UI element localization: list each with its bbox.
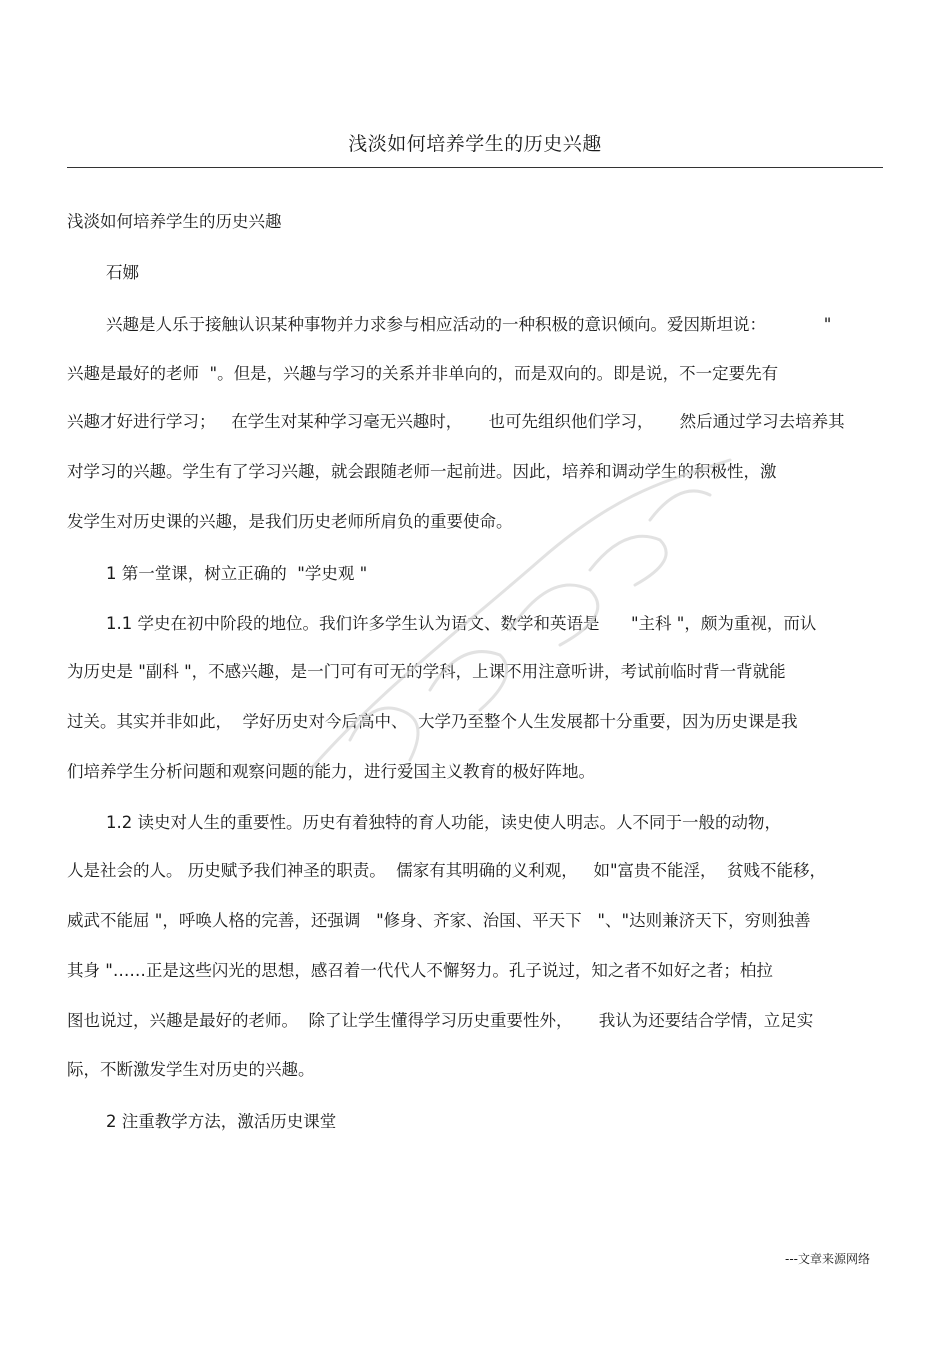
paragraph-line: 际，不断激发学生对历史的兴趣。 — [67, 1060, 315, 1079]
paragraph-line: 图也说过，兴趣是最好的老师。 除了让学生懂得学习历史重要性外， 我认为还要结合学情，立足实 — [67, 1011, 814, 1030]
paragraph-line: 其身 "……正是这些闪光的思想，感召着一代代人不懈努力。孔子说过，知之者不如好之者；柏拉 — [67, 961, 773, 980]
paragraph-line: 兴趣是人乐于接触认识某种事物并力求参与相应活动的一种积极的意识倾向。爱因斯坦说： " — [106, 315, 832, 334]
paragraph-line: 过关。其实并非如此， 学好历史对今后高中、 大学乃至整个人生发展都十分重要，因为历史课是我 — [67, 712, 798, 731]
section-heading-1: 1 第一堂课，树立正确的 "学史观 " — [106, 564, 368, 583]
paragraph-line: 兴趣是最好的老师 "。但是，兴趣与学习的关系并非单向的，而是双向的。即是说，不一定要先有 — [67, 364, 779, 383]
section-heading-2: 2 注重教学方法，激活历史课堂 — [106, 1112, 337, 1131]
paragraph-line: 们培养学生分析问题和观察问题的能力，进行爱国主义教育的极好阵地。 — [67, 762, 595, 781]
paragraph-line: 人是社会的人。 历史赋予我们神圣的职责。 儒家有其明确的义利观， 如"富贵不能淫， 贫贱不能移， — [67, 861, 827, 880]
paragraph-line: 1.1 学史在初中阶段的地位。我们许多学生认为语文、数学和英语是 "主科 "，颇为重视，而认 — [106, 614, 817, 633]
header-divider — [67, 167, 883, 168]
article-title: 浅淡如何培养学生的历史兴趣 — [67, 212, 282, 231]
paragraph-line: 发学生对历史课的兴趣，是我们历史老师所肩负的重要使命。 — [67, 512, 513, 531]
page-header-title: 浅淡如何培养学生的历史兴趣 — [348, 133, 602, 155]
paragraph-line: 威武不能屈 "，呼唤人格的完善，还强调 "修身、齐家、治国、平天下 "、"达则兼济天下，穷则独善 — [67, 911, 811, 930]
paragraph-line: 为历史是 "副科 "，不感兴趣，是一门可有可无的学科，上课不用注意听讲，考试前临时背一背就能 — [67, 662, 786, 681]
paragraph-line: 1.2 读史对人生的重要性。历史有着独特的育人功能，读史使人明志。人不同于一般的动物， — [106, 813, 781, 832]
author-name: 石娜 — [106, 263, 139, 282]
paragraph-line: 对学习的兴趣。学生有了学习兴趣，就会跟随老师一起前进。因此，培养和调动学生的积极性，激 — [67, 462, 777, 481]
paragraph-line: 兴趣才好进行学习； 在学生对某种学习毫无兴趣时， 也可先组织他们学习， 然后通过学习去培养其 — [67, 412, 845, 431]
source-note: ---文章来源网络 — [785, 1252, 870, 1266]
